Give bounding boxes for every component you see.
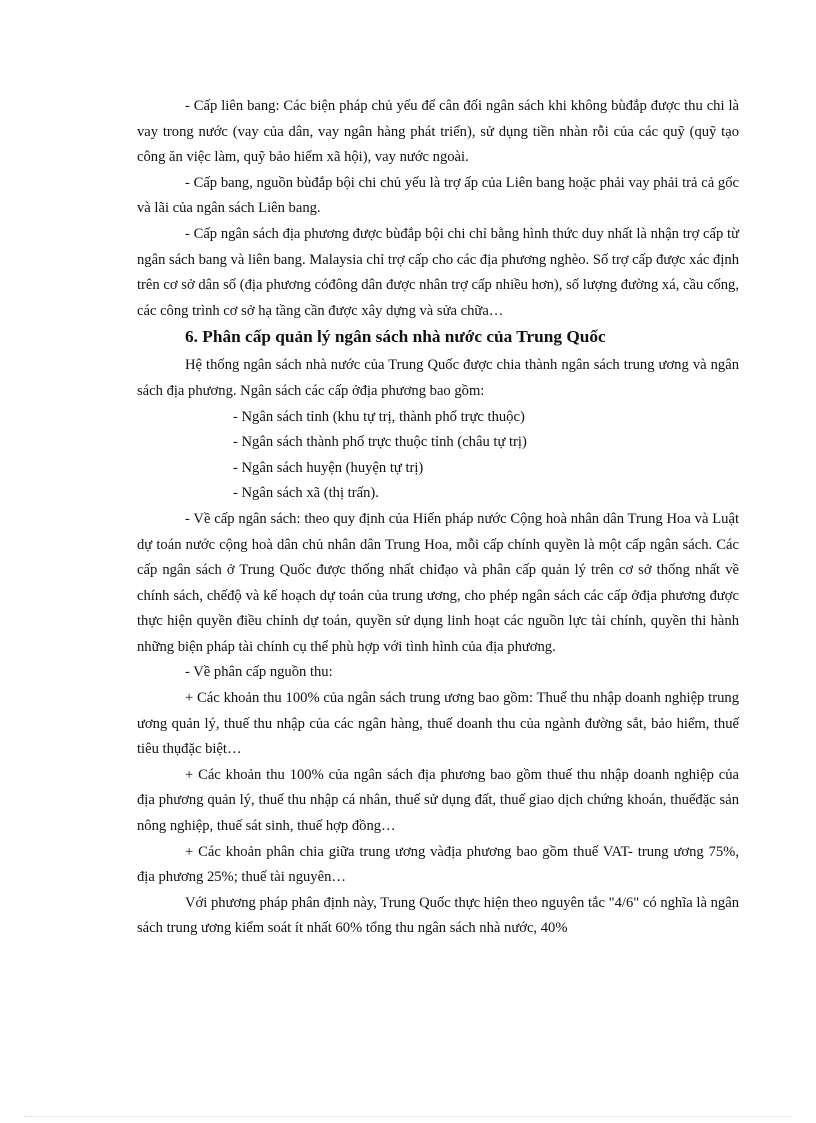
section-heading: 6. Phân cấp quản lý ngân sách nhà nước của Trung Quốc <box>185 327 606 347</box>
paragraph-state-level: - Cấp bang, nguồn bùđắp bội chi chủ yếu là trợ ấp của Liên bang hoặc phải vay phải trả cả gốc và lãi của ngân sách Liên bang. <box>137 174 739 217</box>
paragraph-budget-level: - Về cấp ngân sách: theo quy định của Hiến pháp nước Cộng hoà nhân dân Trung Hoa và Luật dự toán nước cộng hoà dân chủ nhân dân Trung Hoa, mỗi cấp chính quyền là một cấp ngân sách. Các cấp ngân sách ở Trung Quốc được thống nhất chỉđạo và phân cấp quản lý trên cơ sở thống nhất về chính sách, chếđộ và kế hoạch dự toán của trung ương, cho phép ngân sách các cấp ởđịa phương được thực hiện quyền điều chỉnh dự toán, quyền sử dụng linh hoạt các nguồn lực tài chính, quyền thi hành những biện pháp tài chính cụ thể phù hợp với tình hình của địa phương. <box>137 510 739 655</box>
list-item-commune: - Ngân sách xã (thị trấn). <box>233 485 379 502</box>
list-item-district: - Ngân sách huyện (huyện tự trị) <box>233 459 424 476</box>
paragraph-shared-revenue: + Các khoản phân chia giữa trung ương vàđịa phương bao gồm thuế VAT- trung ương 75%, địa phương 25%; thuế tài nguyên… <box>137 843 739 886</box>
paragraph-revenue-heading: - Về phân cấp nguồn thu: <box>185 664 333 681</box>
document-page <box>137 94 739 942</box>
list-item-city: - Ngân sách thành phố trực thuộc tỉnh (châu tự trị) <box>233 434 527 451</box>
page-bottom-divider <box>24 1116 792 1117</box>
paragraph-central-revenue: + Các khoản thu 100% của ngân sách trung ương bao gồm: Thuế thu nhập doanh nghiệp trung ương quản lý, thuế thu nhập của các ngân hàng, thuế doanh thu của ngành đường sắt, bảo hiểm, thuế tiêu thụđặc biệt… <box>137 690 739 758</box>
paragraph-local-level: - Cấp ngân sách địa phương được bùđắp bội chi chỉ bằng hình thức duy nhất là nhận trợ cấp từ ngân sách bang và liên bang. Malaysia chỉ trợ cấp cho các địa phương nghèo. Số trợ cấp được xác định trên cơ sở dân số (địa phương cóđông dân được nhân trợ cấp nhiều hơn), số lượng đường xá, cầu cống, các công trình cơ sở hạ tầng cần được xây dựng và sửa chữa… <box>137 225 739 319</box>
list-item-province: - Ngân sách tỉnh (khu tự trị, thành phố trực thuộc) <box>233 408 525 425</box>
paragraph-federal-level: - Cấp liên bang: Các biện pháp chủ yếu để cân đối ngân sách khi không bùđắp được thu chi là vay trong nước (vay của dân, vay ngân hàng phát triển), sử dụng tiền nhàn rỗi của các quỹ (quỹ tạo công ăn việc làm, quỹ bảo hiểm xã hội), vay nước ngoài. <box>137 98 739 166</box>
paragraph-local-revenue: + Các khoản thu 100% của ngân sách địa phương bao gồm thuế thu nhập doanh nghiệp của địa phương quản lý, thuế thu nhập cá nhân, thuế sử dụng đất, thuế giao dịch chứng khoán, thuếđặc sản nông nghiệp, thuế sát sinh, thuế hợp đồng… <box>137 766 739 835</box>
paragraph-principle: Với phương pháp phân định này, Trung Quốc thực hiện theo nguyên tắc "4/6" có nghĩa là ngân sách trung ương kiểm soát ít nhất 60% tổng thu ngân sách nhà nước, 40% <box>137 894 739 937</box>
paragraph-intro: Hệ thống ngân sách nhà nước của Trung Quốc được chia thành ngân sách trung ương và ngân sách địa phương. Ngân sách các cấp ởđịa phương bao gồm: <box>137 357 739 399</box>
